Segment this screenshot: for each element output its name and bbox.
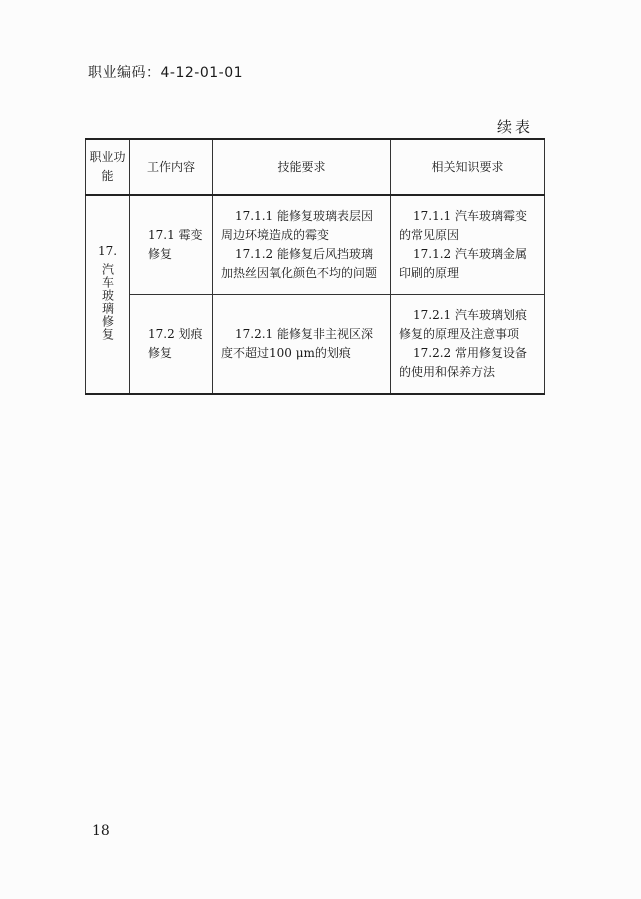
knowledge-item: 17.1.2 汽车玻璃金属印刷的原理: [399, 247, 527, 280]
header-knowledge-requirements: 相关知识要求: [391, 139, 545, 195]
header-work-content: 工作内容: [130, 139, 213, 195]
table-row: [86, 295, 545, 395]
skill-cell: [213, 195, 391, 295]
table-row: [86, 195, 545, 295]
function-number: 17.: [97, 244, 118, 258]
header-function: 职业功能: [86, 139, 130, 195]
knowledge-item: 17.2.2 常用修复设备的使用和保养方法: [399, 346, 527, 379]
work-content-cell: 17.2 划痕修复: [130, 295, 213, 395]
skill-cell: [213, 295, 391, 395]
knowledge-item: 17.1.1 汽车玻璃霉变的常见原因: [399, 209, 527, 242]
knowledge-item: 17.2.1 汽车玻璃划痕修复的原理及注意事项: [399, 308, 527, 341]
function-name: 汽车玻璃修复: [100, 263, 115, 341]
occupation-code: 职业编码：4-12-01-01: [88, 65, 244, 81]
continued-table-label: 续表: [497, 118, 534, 136]
skill-item: 17.1.1 能修复玻璃表层因周边环境造成的霉变: [221, 209, 373, 242]
header-skill-requirements: 技能要求: [213, 139, 391, 195]
skill-item: 17.2.1 能修复非主视区深度不超过100 μm的划痕: [221, 327, 373, 360]
work-content-cell: 17.1 霉变修复: [130, 195, 213, 295]
skill-standard-table: [85, 138, 545, 395]
knowledge-cell: [391, 195, 545, 295]
knowledge-cell: [391, 295, 545, 395]
function-cell: [86, 195, 130, 394]
page-number: 18: [92, 823, 110, 839]
skill-item: 17.1.2 能修复后风挡玻璃加热丝因氧化颜色不均的问题: [221, 247, 378, 280]
table-header-row: [86, 139, 545, 195]
